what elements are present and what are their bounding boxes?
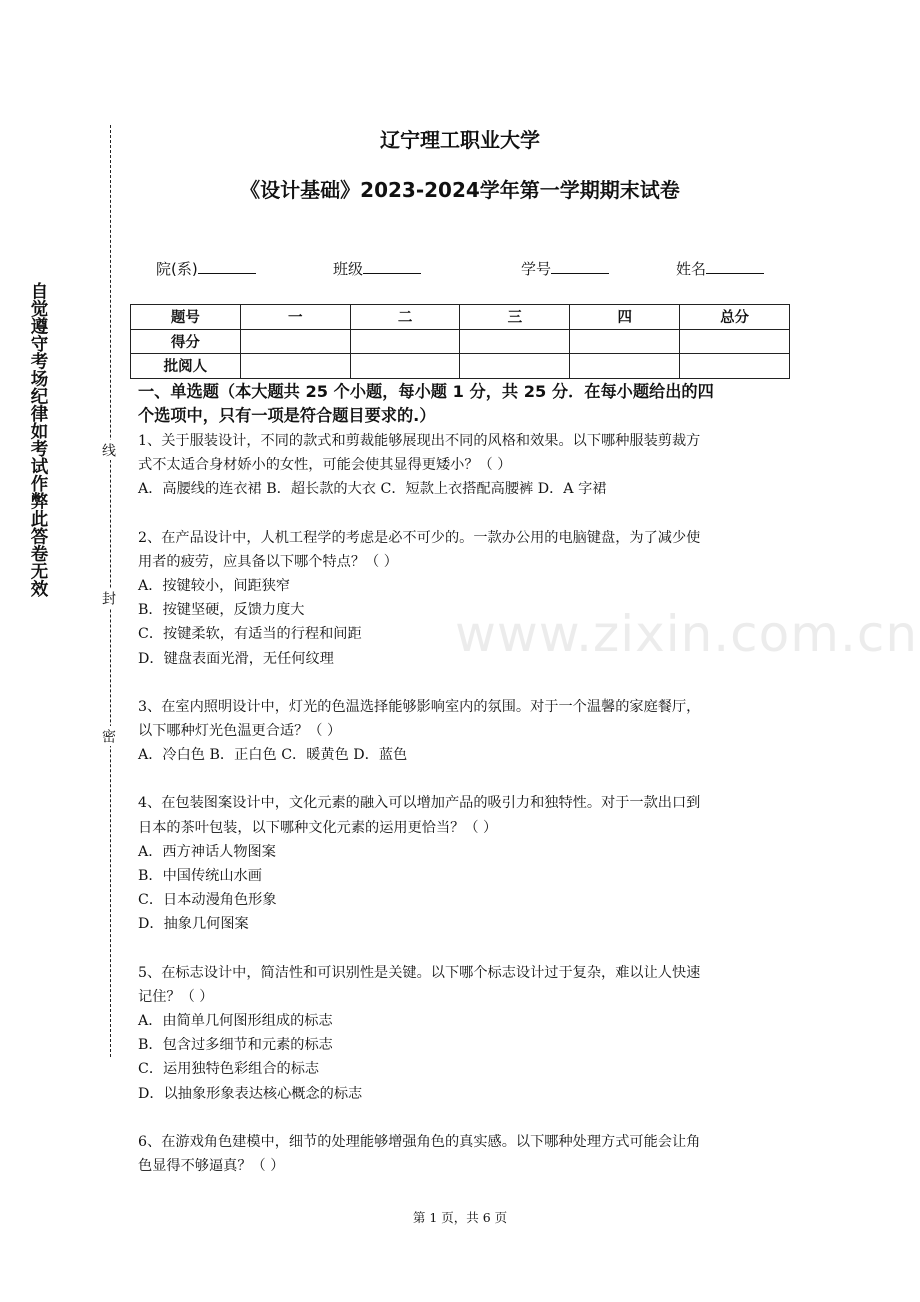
student-id-blank[interactable]	[551, 260, 609, 274]
binding-char-feng: 封	[104, 588, 118, 608]
option-d: D．抽象几何图案	[138, 916, 249, 933]
score-cell[interactable]	[570, 329, 680, 354]
score-cell[interactable]	[240, 329, 350, 354]
score-table-header: 总分	[680, 305, 790, 330]
score-table-header: 一	[240, 305, 350, 330]
school-name: 辽宁理工职业大学	[380, 128, 540, 152]
score-cell[interactable]	[680, 354, 790, 379]
option-c: C．运用独特色彩组合的标志	[138, 1061, 320, 1078]
question-text-line: 以下哪种灯光色温更合适？（ ）	[138, 723, 342, 740]
option-a: A．由简单几何图形组成的标志	[138, 1013, 333, 1030]
question-text-line: 4、在包装图案设计中，文化元素的融入可以增加产品的吸引力和独特性。对于一款出口到	[138, 795, 701, 812]
page-footer: 第 1 页，共 6 页	[412, 1210, 508, 1225]
score-cell[interactable]	[240, 354, 350, 379]
score-table-header: 二	[350, 305, 460, 330]
section-heading: 一、单选题（本大题共 25 个小题，每小题 1 分，共 25 分．在每小题给出的四 个选项中，只有一项是符合题目要求的.）	[138, 382, 714, 425]
option-c: C．日本动漫角色形象	[138, 892, 277, 909]
question-text-line: 1、关于服装设计，不同的款式和剪裁能够展现出不同的风格和效果。以下哪种服装剪裁方	[138, 433, 701, 449]
option-a: A．按键较小，间距狭窄	[138, 578, 291, 595]
question-text-line: 2、在产品设计中，人机工程学的考虑是必不可少的。一款办公用的电脑键盘，为了减少使	[138, 529, 701, 546]
score-row-label: 批阅人	[131, 354, 241, 379]
score-cell[interactable]	[570, 354, 680, 379]
question-text-line: 5、在标志设计中，简洁性和可识别性是关键。以下哪个标志设计过于复杂，难以让人快速	[138, 964, 701, 981]
question-2	[138, 526, 788, 671]
option-c: C．按键柔软，有适当的行程和间距	[138, 626, 362, 643]
question-5	[138, 961, 788, 1106]
question-1-options: A．高腰线的连衣裙 B．超长款的大衣 C．短款上衣搭配高腰裤 D．A 字裙	[138, 481, 607, 498]
question-text-line: 色显得不够逼真？（ ）	[138, 1158, 285, 1175]
score-table	[130, 304, 790, 379]
question-3-options: A．冷白色 B．正白色 C．暖黄色 D．蓝色	[138, 747, 408, 764]
score-table-row	[131, 329, 790, 354]
score-cell[interactable]	[460, 329, 570, 354]
question-4	[138, 791, 788, 936]
binding-char-xian: 线	[104, 440, 118, 460]
score-row-label: 得分	[131, 329, 241, 354]
score-table-header: 题号	[131, 305, 241, 330]
exam-discipline-notice: 自觉遵守考场纪律如考试作弊此答卷无效	[28, 282, 48, 597]
question-text-line: 用者的疲劳，应具备以下哪个特点？（ ）	[138, 553, 398, 570]
exam-content	[138, 380, 788, 1202]
question-6	[138, 1130, 788, 1178]
option-a: A．西方神话人物图案	[138, 843, 276, 860]
info-field-name: 姓名	[676, 258, 764, 279]
option-b: B．中国传统山水画	[138, 868, 262, 885]
class-blank[interactable]	[363, 260, 421, 274]
question-text-line: 式不太适合身材娇小的女性，可能会使其显得更矮小？（ ）	[138, 457, 512, 474]
question-1	[138, 429, 788, 502]
option-d: D．以抽象形象表达核心概念的标志	[138, 1085, 363, 1102]
watermark: www.zixin.com.cn	[455, 605, 919, 663]
name-blank[interactable]	[706, 260, 764, 274]
question-text-line: 记住？（ ）	[138, 988, 214, 1005]
score-cell[interactable]	[680, 329, 790, 354]
question-text-line: 日本的茶叶包装，以下哪种文化元素的运用更恰当？（ ）	[138, 819, 498, 836]
question-text-line: 6、在游戏角色建模中，细节的处理能够增强角色的真实感。以下哪种处理方式可能会让角	[138, 1133, 701, 1150]
score-cell[interactable]	[350, 354, 460, 379]
question-text-line: 3、在室内照明设计中，灯光的色温选择能够影响室内的氛围。对于一个温馨的家庭餐厅，	[138, 698, 701, 715]
question-3	[138, 695, 788, 768]
score-table-header-row	[131, 305, 790, 330]
option-b: B．包含过多细节和元素的标志	[138, 1037, 333, 1054]
info-field-student-id: 学号	[521, 258, 609, 279]
score-cell[interactable]	[350, 329, 460, 354]
option-b: B．按键坚硬，反馈力度大	[138, 602, 305, 619]
department-blank[interactable]	[198, 260, 256, 274]
exam-title: 《设计基础》2023-2024学年第一学期期末试卷	[240, 178, 680, 202]
score-table-header: 四	[570, 305, 680, 330]
score-table-header: 三	[460, 305, 570, 330]
info-field-class: 班级	[333, 258, 421, 279]
binding-char-mi: 密	[104, 726, 118, 746]
option-d: D．键盘表面光滑，无任何纹理	[138, 650, 334, 667]
info-field-department: 院(系)	[156, 258, 256, 279]
score-table-row	[131, 354, 790, 379]
score-cell[interactable]	[460, 354, 570, 379]
